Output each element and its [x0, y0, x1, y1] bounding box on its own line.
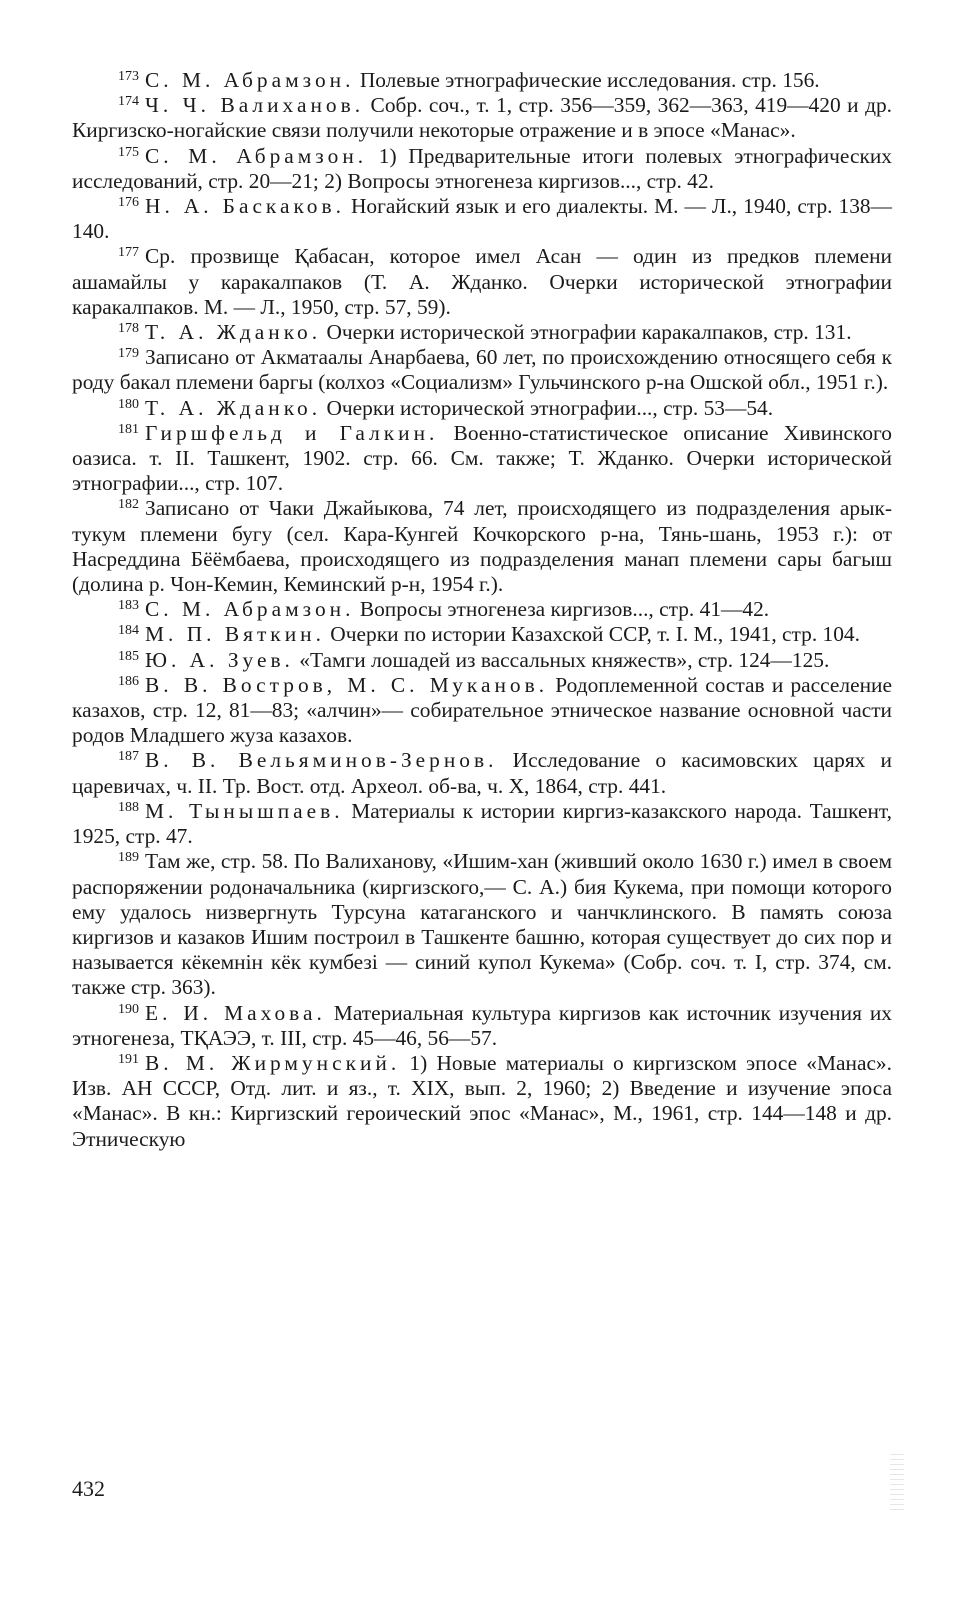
footnote	[72, 799, 892, 849]
footnote-text: «Тамги лошадей из вассальных княжеств», стр. 124—125.	[293, 647, 830, 672]
footnote-number: 183	[118, 598, 139, 614]
footnote-text: Очерки по истории Казахской ССР, т. I. М., 1941, стр. 104.	[324, 622, 860, 647]
footnote-author: В. В. Востров, М. С. Муканов.	[145, 672, 549, 697]
footnote-text: Собр. соч., т. 1, стр. 356—359, 362—363, 419—420 и др. Киргизско-ногайские связи получили некоторые отражение и в эпосе «Манас».	[72, 93, 892, 143]
footnote-number: 188	[118, 799, 139, 815]
footnote	[72, 194, 892, 244]
footnote	[72, 144, 892, 194]
footnote-text: Вопросы этногенеза киргизов..., стр. 41—42.	[354, 597, 770, 622]
footnote	[72, 421, 892, 497]
footnote-author: В. В. Вельяминов-Зернов.	[145, 748, 498, 773]
footnote-text: Записано от Акматаалы Анарбаева, 60 лет, по происхождению относящего себя к роду бакал племени баргы (колхоз «Социализм» Гульчинского р-на Ошской обл., 1951 г.).	[72, 345, 892, 395]
footnote-number: 176	[118, 195, 139, 211]
footnote-number: 191	[118, 1051, 139, 1067]
footnote	[72, 68, 892, 93]
footnote-number: 179	[118, 346, 139, 362]
footnote	[72, 496, 892, 597]
footnote	[72, 396, 892, 421]
footnote-text: Военно-статистическое описание Хивинского оазиса. т. II. Ташкент, 1902. стр. 66. См. также; Т. Жданко. Очерки исторической этнографии..., стр. 107.	[72, 420, 892, 496]
footnote-number: 178	[118, 321, 139, 337]
footnote-author: Н. А. Баскаков.	[145, 194, 345, 219]
footnote-text: Ср. прозвище Қабасан, которое имел Асан — один из предков племени ашамайлы у каракалпаков (Т. А. Жданко. Очерки исторической этнографии каракалпаков. М. — Л., 1950, стр. 57, 59).	[72, 244, 892, 319]
footnote-number: 174	[118, 94, 139, 110]
footnote-number: 175	[118, 144, 139, 160]
footnote-author: Ю. А. Зуев.	[145, 647, 294, 672]
footnote	[72, 345, 892, 395]
footnote	[72, 849, 892, 1000]
footnote-text: 1) Предварительные итоги полевых этнографических исследований, стр. 20—21; 2) Вопросы этногенеза киргизов..., стр. 42.	[72, 143, 892, 193]
footnote-author: М. Тынышпаев.	[145, 798, 344, 823]
footnote	[72, 244, 892, 320]
footnote-author: Е. И. Махова.	[145, 1000, 326, 1025]
footnote-number: 181	[118, 421, 139, 437]
footnote-author: Гиршфельд и Галкин.	[145, 420, 439, 445]
footnote-text: Очерки исторической этнографии..., стр. 53—54.	[321, 395, 774, 420]
footnote	[72, 1051, 892, 1152]
footnote	[72, 320, 892, 345]
footnote-author: В. М. Жирмунский.	[145, 1050, 401, 1075]
footnote-author: С. М. Абрамзон.	[145, 68, 355, 92]
footnote-author: С. М. Абрамзон.	[145, 143, 368, 168]
footnote-text: Ногайский язык и его диалекты. М. — Л., 1940, стр. 138—140.	[72, 194, 892, 244]
footnote-text: 1) Новые материалы о киргизском эпосе «Манас». Изв. АН СССР, Отд. лит. и яз., т. XIX, вып. 2, 1960; 2) Введение и изучение эпоса «Манас». В кн.: Киргизский героический эпос «Манас», М., 1961, стр. 144—148 и др. Этническую	[72, 1050, 892, 1151]
footnote-number: 180	[118, 396, 139, 412]
footnote-author: Т. А. Жданко.	[145, 395, 322, 420]
footnote	[72, 673, 892, 749]
footnote-text: Родоплеменной состав и расселение казахов, стр. 12, 81—83; «алчин»— собирательное этническое название основной части родов Младшего жуза казахов.	[72, 672, 892, 748]
page-number: 432	[72, 1476, 105, 1501]
footnote	[72, 622, 892, 647]
footnote-author: М. П. Вяткин.	[145, 622, 325, 647]
footnote-number: 173	[118, 69, 139, 84]
footnote	[72, 748, 892, 798]
footnote-text: Записано от Чаки Джайыкова, 74 лет, происходящего из подразделения арык-тукум племени бугу (сел. Кара-Кунгей Кочкорского р-на, Тянь-шань, 1953 г.): от Насреддина Бёёмбаева, происходящего из подразделения манап племени сары багыш (долина р. Чон-Кемин, Кеминский р-н, 1954 г.).	[72, 496, 892, 597]
footnotes-block	[72, 68, 892, 1152]
footnote-text: Полевые этнографические исследования. стр. 156.	[354, 68, 820, 92]
footnote-number: 185	[118, 648, 139, 664]
footnote	[72, 597, 892, 622]
footnote-author: Т. А. Жданко.	[145, 320, 322, 345]
footnote	[72, 648, 892, 673]
footnote-number: 190	[118, 1001, 139, 1017]
scan-noise	[890, 1450, 904, 1510]
footnote-author: Ч. Ч. Валиханов.	[145, 93, 365, 118]
footnote-number: 187	[118, 749, 139, 765]
footnote-text: Там же, стр. 58. По Валиханову, «Ишим-хан (живший около 1630 г.) имел в своем распоряжении родоначальника (киргизского,— С. А.) бия Кукема, при помощи которого ему удалось низвергнуть Турсуна катаганского и чанчклинского. В память союза киргизов и казаков Ишим построил в Ташкенте башню, которая существует до сих пор и называется кёкемнін кёк кумбезі — синий купол Кукема» (Собр. соч. т. I, стр. 374, см. также стр. 363).	[72, 849, 892, 1000]
footnote	[72, 93, 892, 143]
footnote-text: Материалы к истории киргиз-казакского народа. Ташкент, 1925, стр. 47.	[72, 798, 892, 849]
footnote-text: Исследование о касимовских царях и царевичах, ч. II. Тр. Вост. отд. Археол. об-ва, ч. X, 1864, стр. 441.	[72, 748, 892, 798]
footnote-text: Материальная культура киргизов как источник изучения их этногенеза, ТҚАЭЭ, т. III, стр. 45—46, 56—57.	[72, 1000, 893, 1050]
footnote-text: Очерки исторической этнографии каракалпаков, стр. 131.	[321, 320, 852, 345]
footnote	[72, 1001, 892, 1051]
footnote-author: С. М. Абрамзон.	[145, 597, 355, 622]
footnote-number: 184	[118, 623, 139, 639]
footnote-number: 182	[118, 497, 139, 513]
footnote-number: 177	[118, 245, 139, 261]
footnote-number: 186	[118, 673, 139, 689]
footnote-number: 189	[118, 850, 139, 866]
